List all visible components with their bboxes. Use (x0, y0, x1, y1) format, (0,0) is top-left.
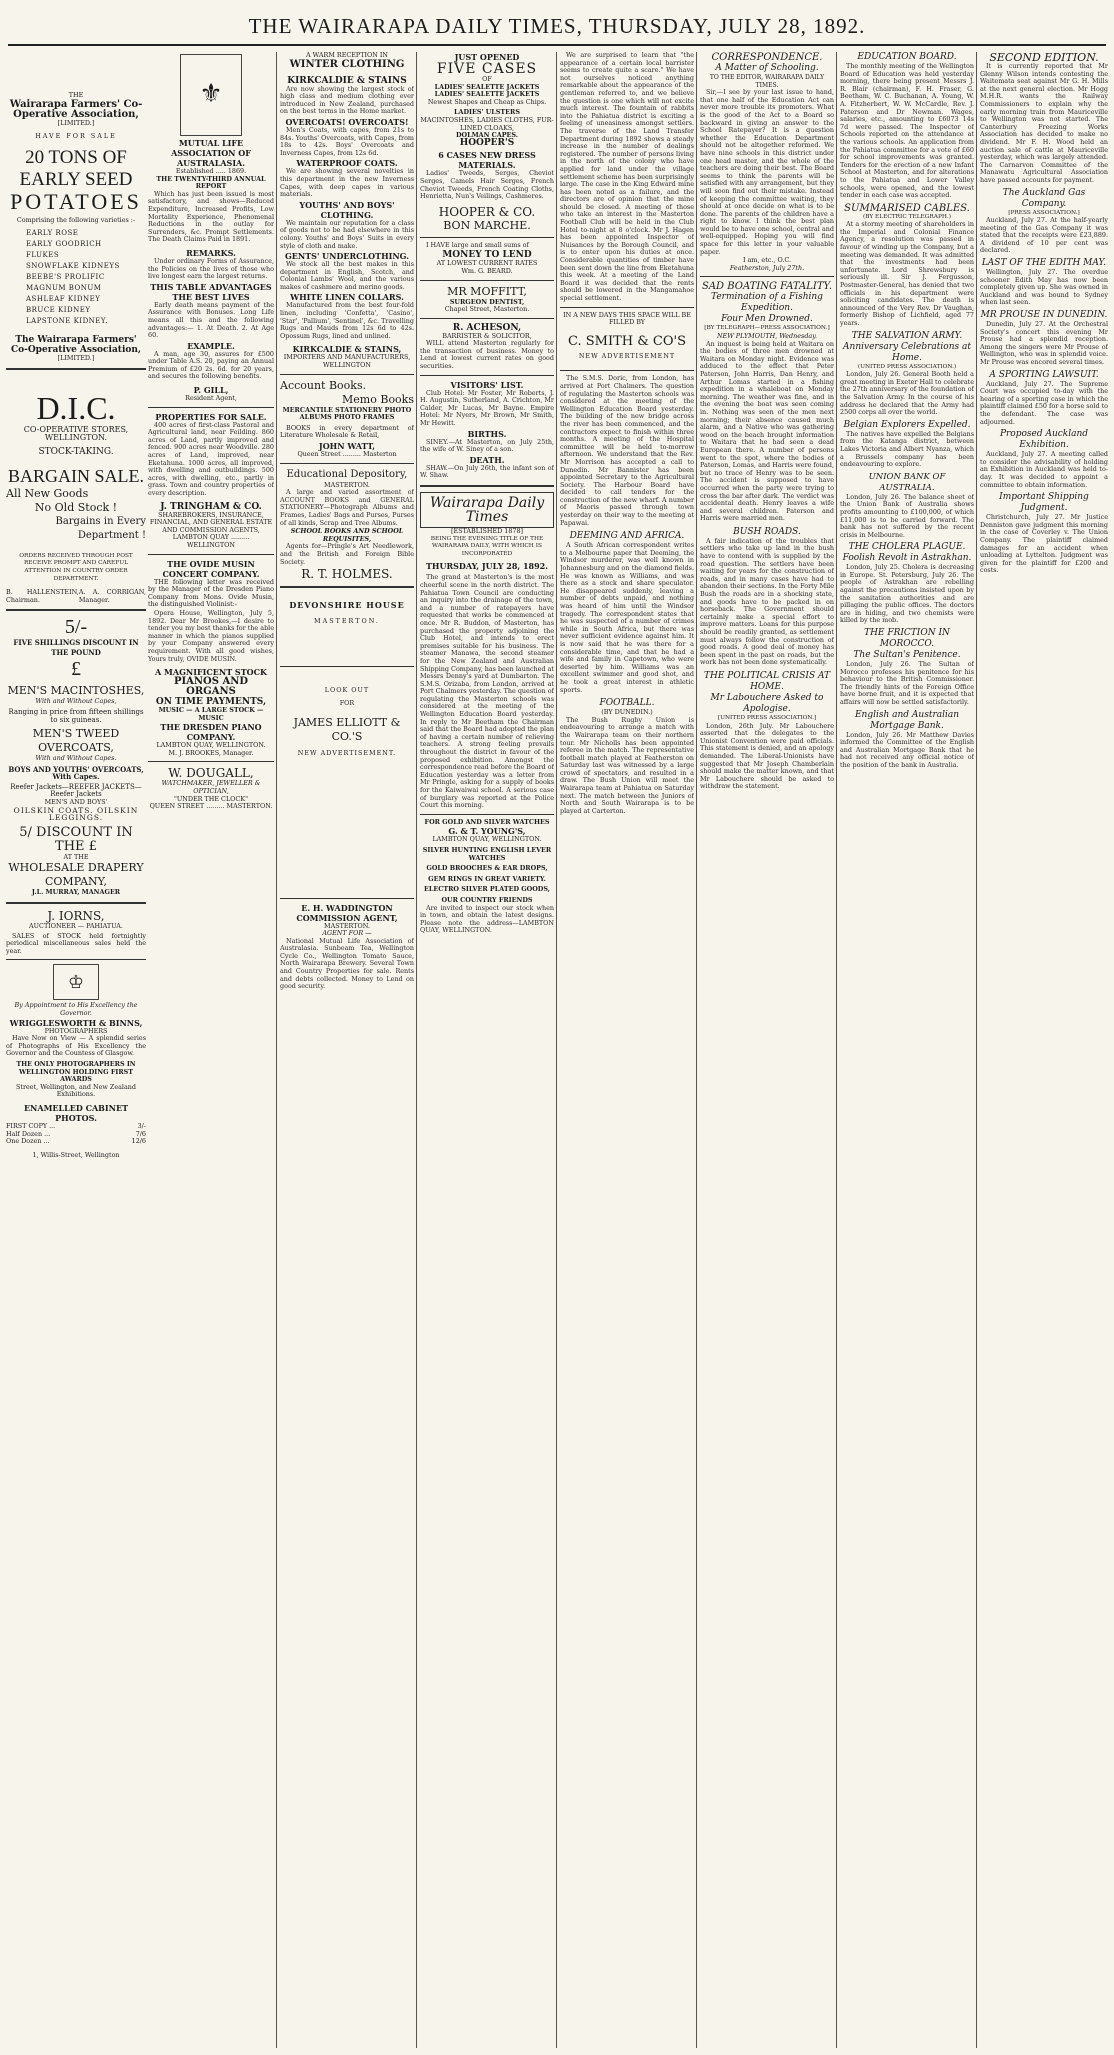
article-headline: The Sultan's Penitence. (853, 650, 961, 661)
ad-text: PHOTOGRAPHERS (44, 1026, 108, 1035)
ad-body: Manufactured from the best four-fold linen, including 'Confetta', 'Casino', 'Star', 'Pallium', 'Sentinel', &c. Travelling Rugs and Mauds from 12s 6d to 42s. Opossum Rugs, lined and unlined. (280, 301, 414, 340)
ad-text: BEING THE EVENING TITLE OF THE WAIRARAPA DAILY, WITH WHICH IS INCORPORATED (430, 535, 544, 557)
divider (280, 374, 414, 375)
article-headline: Four Men Drowned. (721, 314, 813, 325)
article-headline: Belgian Explorers Expelled. (843, 419, 971, 430)
ad-headline: 5/- (64, 616, 88, 639)
ad-headline: HOOPER & CO. (438, 204, 536, 219)
divider (148, 407, 274, 408)
column-rule (976, 52, 977, 2048)
column-rule (556, 52, 557, 2048)
ad-text: With and Without Capes. (35, 754, 117, 763)
ad-text: ORDERS RECEIVED THROUGH POST RECEIVE PROMPT AND CAREFUL ATTENTION IN COUNTRY ORDER DEPARTMENT. (19, 552, 133, 582)
list-item: LAPSTONE KIDNEY. (26, 317, 108, 326)
ad-headline: PIANOS AND ORGANS (173, 676, 249, 698)
ad-text: Bargains in Every Department ! (55, 515, 146, 541)
ad-headline: JOHN WATT, (318, 441, 376, 451)
article-body: It is currently reported that Mr Glenny Wilson intends contesting the Waitemata seat against Mr G. H. Mills at the next general election. Mr Hogg M.H.R. wants the Railway Commissioners to explain why the early morning train from Mauriceville to Wellington was not started. The Canterbury Freezing Works Association has decided to make no dividend. Mr F. H. Wood held an auction sale of cattle at Mauriceville yesterday, which was largely attended. The Carnarvon Committee of the Manawatu Agricultural Association have passed accounts for payment. (980, 62, 1108, 184)
divider (420, 318, 554, 319)
ad-headline: WHOLESALE DRAPERY COMPANY, (8, 861, 144, 889)
masthead-rule (8, 44, 1106, 46)
divider (420, 485, 554, 487)
ad-text: SCHOOL BOOKS AND SCHOOL REQUISITES, (290, 527, 404, 543)
price-label: Half Dozen ... (6, 1129, 51, 1138)
article-headline: THE CHOLERA PLAGUE. (848, 542, 966, 553)
ad-body: I HAVE large and small sums of (426, 240, 529, 249)
ad-headline: Memo Books (342, 392, 414, 406)
ad-headline: MUTUAL LIFE ASSOCIATION OF AUSTRALASIA. (171, 138, 251, 168)
article-headline: MR PROUSE IN DUNEDIN. (980, 310, 1108, 321)
list-item: EARLY GOODRICH (26, 240, 102, 249)
ad-text: THE ONLY PHOTOGRAPHERS IN WELLINGTON HOLDING FIRST AWARDS (16, 1059, 136, 1084)
ad-headline: R. T. HOLMES. (301, 567, 393, 582)
divider (6, 959, 146, 960)
ad-headline: GENTS' UNDERCLOTHING. (284, 251, 410, 262)
column-3 (420, 52, 554, 2048)
article-body: A fair indication of the troubles that settlers who take up land in the bush have to contend with is supplied by the road question. The settlers have been waiting for years for the construction of roads, and in many cases have had to abandon their sections. In the Forty Mile Bush the roads are in a shocking state, and goods have to be packed in on horseback. The Government should certainly make a special effort to improve matters. Loans for this purpose should be readily granted, as settlement must always follow the construction of good roads. A good deal of money has been spent in the past on roads, but the work has not been done systematically. (700, 536, 834, 667)
ad-headline: 20 TONS OF EARLY SEED (19, 146, 133, 190)
ad-headline: G. & T. YOUNG'S, (448, 826, 526, 837)
ad-body: BOOKS in every department of Literature Wholesale & Retail, (280, 423, 414, 440)
article-body: Wellington, July 27. The overdue schooner Edith May has now been completely given up. She was owned in Auckland and was bound to Sydney when last seen. (980, 268, 1108, 307)
ad-text: IMPORTERS AND MANUFACTURERS, (283, 353, 411, 362)
ad-text: LAMBTON QUAY, WELLINGTON. (432, 835, 542, 844)
divider (420, 375, 554, 376)
ad-headline: MR MOFFITT, (447, 284, 527, 298)
ad-headline: MONEY TO LEND (442, 250, 532, 261)
editorial-date: THURSDAY, JULY 28, 1892. (425, 561, 549, 572)
divider (420, 237, 554, 238)
ad-text: THE (68, 91, 84, 99)
ad-text: AUCTIONEER — PAHIATUA. (29, 922, 123, 931)
ad-body: We stock all the best makes in this department in English, Scotch, and Colonial Lambs' Wool, and the various makes of cashmere and merino goods. (280, 260, 414, 291)
ad-text: Queen Street ......... Masterton (297, 450, 397, 458)
article-headline: English and Australian Mortgage Bank. (854, 709, 960, 731)
article-body: The Bush Rugby Union is endeavouring to arrange a match with the Wairarapa team on their northern tour. Mr Nicholls has been appointed referee in the match. The representative football match played at Featherston on Saturday last was witnessed by a large crowd of spectators, and resulted in a draw. The Bush Union will meet the Wairarapa team at Pahiatua on Saturday next. The match between the Juniors of North and South Wairarapa is to be played at Carterton. (560, 715, 694, 815)
ad-headline: £ (71, 658, 81, 681)
ad-headline: R. ACHESON, (452, 322, 522, 333)
ad-text: B. HALLENSTEIN, Chairman. (6, 588, 79, 604)
ad-text: AGENT FOR — (322, 929, 372, 938)
ad-body: We are showing several novelties in this department in the new Inverness Capes, with deep capes in various materials. (280, 167, 414, 199)
ad-headline: JAMES ELLIOTT & CO.'S (293, 715, 401, 743)
ad-body: Are now showing the largest stock of high class and medium clothing ever introduced in New Zealand, purchased on the best terms in the Home market. (280, 84, 414, 116)
ad-headline: P. GILL, (193, 385, 229, 396)
signature-row (6, 589, 146, 604)
ad-text: HOOPER'S (459, 137, 515, 148)
ad-body: A large and varied assortment of ACCOUNT BOOKS and GENERAL STATIONERY—Photograph Albums and Frames, Ladies' Bags and Purses, Purses of all kinds, Scrap and Tree Albums. (280, 488, 414, 527)
ad-body: SHAW.—On July 26th, the infant son of W. Shaw. (420, 463, 554, 480)
ad-company-name: The Wairarapa Farmers' Co-Operative Association, (10, 335, 142, 356)
ad-headline: 5/ DISCOUNT IN THE £ (19, 824, 133, 854)
ad-headline: FIVE CASES (436, 61, 538, 77)
article-headline: THE FRICTION IN MOROCCO. (864, 628, 950, 650)
article-body: Auckland, July 27. The Supreme Court was occupied to-day with the hearing of a sporting case in which the plaintiff claimed £50 for a horse sold to the defendant. The case was adjourned. (980, 379, 1108, 426)
ad-text: GOLD BROOCHES & EAR DROPS, (426, 864, 548, 873)
price-row (6, 1138, 146, 1146)
ad-text: HAVE FOR SALE (35, 132, 117, 141)
list-item: EARLY ROSE (26, 229, 79, 238)
article-body: London, July 26. General Booth held a great meeting in Exeter Hall to celebrate the 27th anniversary of the foundation of the Salvation Army. In the course of his address he declared that the Army had 2500 corps all over the world. (840, 370, 974, 417)
price-value: 12/6 (131, 1137, 146, 1146)
ad-text: Newest Shapes and Cheap as Chips. (427, 97, 547, 106)
ad-text: THE TWENTY-THIRD ANNUAL REPORT (156, 174, 266, 191)
ad-headline: MEN'S TWEED OVERCOATS, (32, 727, 120, 755)
article-headline: The Auckland Gas Company. (1002, 187, 1086, 209)
ad-text: MASTERTON. (314, 617, 380, 626)
divider (148, 761, 274, 762)
ad-text: NEW ADVERTISEMENT. (297, 748, 397, 757)
article-body: London, July 25. Cholera is decreasing in Europe. St. Petersburg, July 26. The people of Astrakhan are rebelling against the precautions insisted upon by the sanitation authorities and are pillaging the public offices. The doctors are in hiding, and two chemists were killed by the mob. (840, 563, 974, 625)
divider (560, 307, 694, 308)
ad-text: STOCK-TAKING. (38, 447, 114, 458)
ad-headline: J. IORNS, (47, 909, 105, 924)
newspaper-title: THE WAIRARAPA DAILY TIMES, THURSDAY, JULY 28, 1892. (248, 14, 866, 38)
divider (6, 368, 146, 370)
ad-text: "UNDER THE CLOCK" (173, 794, 249, 803)
ad-text: FOR GOLD AND SILVER WATCHES (424, 817, 550, 826)
ad-headline: KIRKCALDIE & STAINS, (292, 344, 402, 355)
ad-headline: OVERCOATS! OVERCOATS! (285, 116, 409, 127)
ad-headline: BIRTHS. (467, 428, 507, 439)
ad-text: All New Goods (6, 486, 89, 500)
ad-body: SINEY.—At Masterton, on July 25th, the wife of W. Siney of a son. (420, 437, 554, 454)
article-body: London, 26th July. Mr Labouchere asserted that the delegates to the Unionist Convention were paid officials. This statement is denied, and an apology demanded. The Liberal-Unionists have suggested that Mr Joseph Chamberlain should make the matter known, and that Mr Labouchere should be asked to withdraw the statement. (700, 721, 834, 791)
article-headline: UNION BANK OF AUSTRALIA. (868, 471, 946, 493)
ad-text: [LIMITED.] (57, 354, 95, 363)
ad-text: MERCANTILE STATIONERY PHOTO ALBUMS PHOTO FRAMES (282, 405, 412, 422)
list-item: ASHLEAF KIDNEY (26, 295, 101, 304)
ad-headline: ON TIME PAYMENTS, (155, 697, 267, 708)
divider (560, 370, 694, 371)
ad-body: National Mutual Life Association of Australasia. Sunbeam Tea, Wellington Cycle Co., Wellington Tomato Sauce, North Wairarapa Brewery. Several Town and Country Properties for sale. Rents and debts collected. Money to Lend on good security. (280, 936, 414, 991)
article-headline: Mr Labouchere Asked to Apologise. (710, 692, 824, 714)
article-headline: A SPORTING LAWSUIT. (989, 369, 1099, 380)
article-body: London, July 26. Mr Matthew Davies informed the Committee of the English and Australian Mortgage Bank that he had not received any official notice of the position of the bank in Australia. (840, 730, 974, 769)
ad-text: LADIES' SEALETTE JACKETS (434, 82, 540, 91)
ad-body: Men's Coats, with capes, from 21s to 84s. Youths' Overcoats, with Capes, from 18s to 42s. Boys' Overcoats and Inverness Capes, from 12s 6d. (280, 125, 414, 157)
article-body: The monthly meeting of the Wellington Board of Education was held yesterday morning, there being present Messrs J. R. Blair (chairman), F. H. Fraser, G. Beetham, W. C. Buchanan, A. Young, W. A. Fitzherbert, W. W. McCardle, Rev. J. Paterson and Dr Newman. Wages, salaries, etc., amounting to £6073 14s 7d were passed. The Inspector of Schools reported on the attendance at the various schools. An application from the Pahiatua committee for a vote of £60 for school improvements was granted. Tenders for the erection of a new Infant School at Masterton, and for alterations to the Pahiatua and Lower Valley schools, were opened, and the lowest tender in each case was accepted. (840, 62, 974, 200)
list-item: BRUCE KIDNEY (26, 306, 91, 315)
ad-text: No Old Stock ! (34, 500, 118, 514)
article-body: We are surprised to learn that "the appearance of a certain local barrister seems to create quite a scare." We have not ourselves noticed anything remarkable about the appearance of the gentleman referred to, and we believe the question is one which will not excite much interest. The fountain of rabbits into the Pahiatua district is exciting a feeling of uneasiness amongst settlers. The traverse of the Land Transfer Department during 1892 shows a steady increase in the number of dealings registered. The number of persons living in the north of the colony who have applied for land under the village settlement scheme has been surprisingly large. The case in the King Edward mine has been noted as a failure, and the directors are of opinion that the mine should be closed. A meeting of those who take an interest in the Masterton Football Club will be held in the Club Hotel to-night at 8 o'clock. Mr J. Hagen has been appointed Inspector of Nuisances by the Borough Council, and is to enter upon his duties at once. Considerable quantities of timber have been sent down the line from Eketahuna this week. At a meeting of the Land Board it was decided that the rents should be lowered in the Mangamahoe special settlement. (560, 52, 694, 302)
ad-text: LAMBTON QUAY ......... WELLINGTON (172, 533, 250, 549)
article-headline: Foolish Revolt in Astrakhan. (842, 553, 972, 564)
ad-headline: J. TRINGHAM & CO. (160, 501, 262, 512)
ad-text: FOR (339, 699, 355, 708)
list-item: SNOWFLAKE KIDNEYS (26, 262, 120, 271)
column-5 (700, 52, 834, 2048)
ad-headline: WHITE LINEN COLLARS. (290, 292, 404, 303)
list-item: MAGNUM BONUM (26, 284, 102, 293)
list-item: BEEBE'S PROLIFIC (26, 273, 105, 282)
article-headline: A Matter of Schooling. (715, 63, 819, 73)
ad-headline: COMMISSION AGENT, (296, 912, 398, 923)
article-body: The S.M.S. Doric, from London, has arrived at Port Chalmers. The question of regulating the Masterton schools was considered at the meeting of the Wellington Education Board yesterday. The building of the new bridge across the river has been commenced, and the contractors expect to finish within three months. A meeting of the Hospital committee will be held to-morrow afternoon. We understand that the Rev. Mr Morrison has accepted a call to Dunedin. Mr Bannister has been appointed Secretary to the Agricultural Society. The Harbour Board have decided to call tenders for the construction of the new wharf. A number of Maoris passed through town yesterday on their way to the meeting at Papawai. (560, 374, 694, 527)
ad-text: By Appointment to His Excellency the Governor. (14, 1001, 138, 1017)
ad-text: IN A NEW DAYS THIS SPACE WILL BE FILLED BY (563, 310, 691, 327)
section-headline: EDUCATION BOARD. (857, 52, 957, 62)
ad-text: FIVE SHILLINGS DISCOUNT IN THE POUND (13, 638, 139, 658)
ad-body: WILL attend Masterton regularly for the transaction of business. Money to Lend at lowest current rates on good securities. (420, 339, 554, 371)
ad-headline: WINTER CLOTHING (289, 58, 405, 70)
ad-text: BOYS AND YOUTHS' OVERCOATS, With Capes. (8, 764, 144, 782)
ad-text: MASTERTON. (324, 480, 370, 489)
ad-text: Resident Agent, (185, 394, 237, 403)
ad-text: AT LOWEST CURRENT RATES (436, 259, 538, 268)
ad-body: Ladies' Tweeds, Serges, Cheviot Serges, Camels Hair Serges, French Cheviot Tweeds, French Coating Cloths, Henrietta, Nun's Veilings, Cashmeres. (420, 169, 554, 201)
ad-body: Under ordinary Forms of Assurance, the Policies on the lives of those who live longest earn the largest returns. (148, 256, 274, 281)
divider (700, 276, 834, 277)
ad-text: A. A. CORRIGAN, Manager. (78, 588, 146, 604)
ad-text: ELECTRO SILVER PLATED GOODS, (424, 885, 550, 894)
ad-headline: A MAGNIFICENT STOCK (155, 667, 267, 678)
ad-body: Are invited to inspect our stock when in town, and obtain the latest designs. Please note the address—LAMBTON QUAY, WELLINGTON. (420, 903, 554, 935)
ad-text: OUR COUNTRY FRIENDS (441, 895, 533, 904)
ad-headline: EXAMPLE. (187, 340, 235, 351)
ad-text: WATCHMAKER, JEWELLER & OPTICIAN, (161, 779, 261, 796)
ad-text: Comprising the following varieties :- (16, 215, 136, 224)
article-body: London, July 26. The balance sheet of the Union Bank of Australia shows profits amounting to £100,000, of which £11,000 is to be carried forward. The bank has not suffered by the recent crisis in Melbourne. (840, 492, 974, 539)
column-rule (276, 52, 277, 2048)
article-headline: Termination of a Fishing Expedition. (711, 292, 823, 314)
ad-text: WELLINGTON (322, 361, 372, 370)
ad-headline: KIRKCALDIE & STAINS (287, 75, 407, 86)
article-body: Sir,—I see by your last issue to hand, that one half of the Education Act can never more trouble its promoters. What is the good of the Act to a Board so backward in giving an answer to the School Ratepayer? It is a question whether the Education Department should not be altogether reformed. We have nine schools in this district under one head master, and the whole of the teachers are doing their best. The Board seems to think the parents will be satisfied with any arrangement, but they will soon find out their mistake. Instead of keeping the committee waiting, they should at once decide on what is to be done. The parents of the children have a right to know. I think the best plan would be to have one school, central and well-equipped. Hoping you will find space for this letter in your valuable paper. (700, 88, 834, 256)
article-body: At a stormy meeting of shareholders in the Imperial and Colonial Finance Agency, a resolution was passed in favour of winding up the Company, but a meeting was demanded. It was admitted that the investments had been unfortunate. Lord Shrewsbury is seriously ill. Sir J. Fergusson, Postmaster-General, has denied that two officials in his department were soliciting candidates. The death is announced of the Very Rev. Dr Vaughan, formerly Bishop of Lichfield, aged 77 years. (840, 220, 974, 327)
divider (420, 280, 554, 281)
article-body: The natives have expelled the Belgians from the Katanga district, between Lakes Victoria and Albert Nyanza, which a Brussels company has been endeavouring to explore. (840, 429, 974, 469)
ad-text: Featherston, July 27th. (729, 263, 805, 272)
ad-body: Club Hotel: Mr Foster, Mr Roberts, J. H. Augustin, Sutherland, A. Crichton, Mr Calder, Mr Lucas, Mr Bayne. Empire Hotel: Mr Nyers, Mr Brown, Mr Smith, Mr Hewitt. (420, 388, 554, 428)
article-headline: Important Shipping Judgment. (999, 492, 1089, 514)
ad-body: We maintain our reputation for a class of goods not to be had elsewhere in this colony. Youths' and Boys' Suits in every style of cloth and make. (280, 218, 414, 250)
column-7 (980, 52, 1108, 2048)
ad-text: LAMBTON QUAY, WELLINGTON. (156, 741, 266, 750)
list-item: FLUKES (26, 251, 60, 260)
ad-text: Reefer Jackets—REEFER JACKETS—Reefer Jackets (10, 782, 142, 799)
article-body: An inquest is being held at Waitara on the bodies of three men drowned at Waitara on Monday night. Evidence was adduced to the effect that Peter Paterson, John Harris, Dan Henry, and Arthur Lomas started in a fishing expedition in a whaleboat on Monday morning. The weather was fine, and in the evening the boat was seen coming in. Nothing was seen of the men next morning; their absence caused much alarm, and a Native who was gathering wood on the beach brought information to Waitara that he had seen a dead European there. A number of persons went to the spot, where the bodies of Paterson, Lomas, and Harris were found, but no trace of Henry was to be seen. The accident is supposed to have occurred when the party were trying to cross the bar after dark. The verdict was accidental death. Henry leaves a wife and several children. Paterson and Harris were married men. (700, 339, 834, 523)
article-body: The grand at Masterton's is the most cheerful scene in the north district. The Pahiatua Town Council are conducting an inquiry into the drainage of the town, and a number of ratepayers have requested that works be commenced at once. Mr R. Buddon, of Masterton, has purchased the property adjoining the Club Hotel, and intends to erect premises suitable for his business. The steamer Manawa, the second steamer for the New Zealand and Australian Shipping Company, has been launched at Messrs Denny's yard at Dumbarton. The S.M.S. Orizaba, from London, arrived at Port Chalmers yesterday. The question of regulating the Masterton schools was considered at the meeting of the Wellington Education Board yesterday. In reply to Mr Beetham the Chairman said that the Board had adopted the plan of having a certain number of relieving teachers. A strong feeling prevails throughout the district in favour of the proposed exhibition. Amongst the correspondence read before the Board of Education yesterday was a letter from Mr Pringle, asking for a supply of books for the Kaiwaiwai school. A serious case of burglary was reported at the Police Court this morning. (420, 573, 554, 810)
divider (420, 814, 554, 815)
divider (280, 463, 414, 464)
ad-headline: POTATOES (10, 188, 142, 214)
ad-headline: W. DOUGALL, (168, 766, 254, 781)
ad-text: Wm. G. BEARD. (461, 266, 513, 275)
ad-headline: REMARKS. (186, 247, 236, 258)
ad-headline: D.I.C. (36, 389, 116, 426)
ad-text: (BY ELECTRIC TELEGRAPH.) (862, 213, 952, 220)
ad-text: OILSKIN COATS. OILSKIN LEGGINGS. (13, 805, 139, 823)
ad-body: Which has just been issued is most satisfactory, and shows—Reduced Expenditure, Increased Profits, Low Mortality Experience, Phenomenal Reductions in the outlay for Surrenders, &c. Prompt Settlements. The Death Claims Paid in 1891. (148, 189, 274, 244)
ad-headline: VISITORS' LIST. (450, 379, 524, 390)
divider (6, 902, 146, 904)
column-1a (6, 52, 146, 2048)
ad-headline: THIS TABLE ADVANTAGES THE BEST LIVES (150, 281, 272, 302)
ad-body: Early death means payment of the Assurance with Bonuses. Long Life means all this and the following advantages:— 1. At Death. 2. At Age 60. (148, 300, 274, 340)
article-headline: BUSH ROADS. (733, 526, 801, 537)
ad-text: MASTERTON. (324, 921, 370, 930)
ad-text: QUEEN STREET ......... MASTERTON. (149, 802, 273, 811)
ad-headline: WATERPROOF COATS. (296, 158, 398, 169)
ad-text: LADIES' SEALETTE JACKETS (434, 90, 540, 99)
ad-headline: YOUTHS' AND BOYS' CLOTHING. (299, 199, 395, 220)
ad-text: [LIMITED.] (57, 118, 95, 127)
ad-body: 400 acres of first-class Pastoral and Agricultural land, near Feilding. 860 acres of Land, partly improved and fenced. 900 acres near Woodville. 280 acres of Land, improved, near Eketahuna. 1000 acres, all improved, with dwelling and outbuildings. 500 acres, with dwelling, etc., partly in grass. Town and country properties of every description. (148, 420, 274, 497)
ad-headline: Account Books. (280, 378, 367, 392)
ad-body: Opera House, Wellington, July 5, 1892. Dear Mr Brookes,—I desire to tender you my best thanks for the able manner in which the pianos supplied by your Company answered every requirement. With all good wishes, Yours truly, OVIDE MUSIN. (148, 608, 274, 663)
ad-text: J.L. MURRAY, MANAGER (31, 888, 121, 897)
divider (280, 666, 414, 667)
article-body: London, July 26. The Sultan of Morocco professes his penitence for his behaviour to the British Commissioner. The friendly hints of the Foreign Office have borne fruit, and it is expected that affairs will now be settled satisfactorily. (840, 660, 974, 706)
column-rule (696, 52, 697, 2048)
section-headline: SECOND EDITION. (989, 52, 1099, 64)
column-6 (840, 52, 974, 2048)
ad-text: A WARM RECEPTION IN (306, 52, 388, 59)
ad-headline: MEN'S MACINTOSHES, (7, 684, 145, 698)
article-body: Christchurch, July 27. Mr Justice Denniston gave judgment this morning in the case of Coverley v. The Union Company. The plaintiff claimed damages for an accident when unloading at Lyttelton. Judgment was given for the plaintiff for £200 and costs. (980, 513, 1108, 575)
ad-text: CO-OPERATIVE STORES, WELLINGTON. (23, 424, 129, 442)
ad-text: NEW PLYMOUTH, Wednesday. (716, 332, 818, 341)
ad-text: 1, Willis-Street, Wellington (32, 1150, 120, 1159)
column-1b (148, 52, 274, 2048)
ad-text: (UNITED PRESS ASSOCIATION.) (857, 363, 957, 370)
ad-text: AT THE (63, 852, 89, 861)
article-headline: FOOTBALL. (599, 698, 655, 709)
divider (280, 898, 414, 899)
ad-body: A man, age 30, assures for £500 under Table A.S. 20, paying an Annual Premium of £20 2s. 6d. for 20 years, and secures the following benefits. (148, 349, 274, 381)
ad-text: SILVER HUNTING ENGLISH LEVER WATCHES (422, 845, 552, 862)
article-body: Dunedin, July 27. At the Orchestral Society's concert this evening Mr Prouse had a splendid reception. Among the singers were Mr Prouse of Wellington, who was in splendid voice. Mr Prouse was encored several times. (980, 320, 1108, 366)
ad-text: LOOK OUT (324, 685, 370, 694)
price-label: FIRST COPY ... (6, 1121, 56, 1130)
ad-headline: PROPERTIES FOR SALE. (155, 411, 267, 422)
ad-headline: ENAMELLED CABINET PHOTOS. (23, 1102, 129, 1123)
ad-text: Chapel Street, Masterton. (444, 305, 530, 314)
ad-headline: BARGAIN SALE. (7, 465, 144, 486)
ad-text: GEM RINGS IN GREAT VARIETY. (428, 874, 546, 883)
article-headline: DEEMING AND AFRICA. (569, 531, 685, 542)
column-rule (836, 52, 837, 2048)
crest-icon: ♔ (53, 964, 99, 1000)
ad-text: OF (482, 75, 492, 83)
ad-body: Agents for—Pringle's Art Needlework, and the British and Foreign Bible Society. (280, 542, 414, 566)
column-rule (416, 52, 417, 2048)
ad-headline: THE OVIDE MUSIN CONCERT COMPANY. (162, 558, 260, 579)
ad-text: I am, etc., O.C. (742, 256, 792, 265)
divider (280, 586, 414, 588)
ad-text: NEW ADVERTISEMENT (578, 351, 676, 360)
ad-text: [ESTABLISHED 1878] (450, 527, 524, 535)
ad-company-name: Wairarapa Farmers' Co-Operative Association, (9, 98, 143, 120)
article-body: Auckland, July 27. At the half-yearly meeting of the Gas Company it was stated that the receipts were £23,889. A dividend of 10 per cent was declared. (980, 216, 1108, 255)
ad-text: MEN'S AND BOYS' (44, 798, 108, 807)
article-headline: LAST OF THE EDITH MAY. (981, 258, 1107, 269)
mutual-life-emblem-icon: ⚜ (180, 54, 242, 136)
masthead (0, 0, 1114, 48)
ad-text: TO THE EDITOR, WAIRARAPA DAILY TIMES. (709, 74, 825, 89)
ad-headline: C. SMITH & CO'S (567, 333, 687, 349)
ad-headline: E. H. WADDINGTON (301, 902, 393, 913)
ad-headline: 6 CASES NEW DRESS MATERIALS. (438, 150, 536, 171)
article-body: A South African correspondent writes to a Melbourne paper that Deeming, the Windsor murderer, was well known in Johannesburg and on the diamond fields. He was known as Williams, and was there as a stock and share speculator. He disappeared suddenly, leaving a number of debts unpaid, and nothing was heard of him until the Windsor tragedy. The correspondent states that he was suspected of a number of crimes while in South Africa, but there was never sufficient evidence against him. It is now said that he was there for a considerable time, and that he had a wife and family in Capetown, who were deserted by him. Williams was an excellent swimmer and good shot, and he took a great interest in athletic sports. (560, 541, 694, 694)
ad-body: SALES of STOCK held fortnightly periodical miscellaneous sales held the year. (6, 931, 146, 955)
price-value: 3/- (137, 1121, 146, 1130)
ad-headline: WRIGGLESWORTH & BINNS, (9, 1017, 143, 1028)
ad-text: Ranging in price from fifteen shillings to six guineas. (8, 707, 144, 724)
ad-body: Have Now on View — A splendid series of Photographs of His Excellency the Governor and the Countess of Glasgow. (6, 1034, 146, 1058)
section-headline: CORRESPONDENCE. (711, 52, 823, 63)
ad-text: With and Without Capes, (35, 697, 117, 706)
ad-headline: DEATH. (469, 454, 505, 465)
ad-text: M. J. BROOKES, Manager. (168, 748, 254, 757)
ad-text: MACINTOSHES, LADIES CLOTHS, FUR-LINED CLOAKS, (420, 115, 554, 132)
ad-text: MUSIC — A LARGE STOCK — MUSIC (158, 706, 264, 722)
newspaper-logo: Wairarapa Daily Times (420, 492, 554, 528)
ad-text: SHAREBROKERS, INSURANCE, FINANCIAL, AND GENERAL ESTATE AND COMMISSION AGENTS, (149, 510, 273, 534)
price-label: One Dozen ... (6, 1137, 50, 1146)
ad-text: [PRESS ASSOCIATION.] (1008, 209, 1080, 216)
ad-text: BARRISTER & SOLICITOR, (442, 331, 532, 340)
section-headline: SUMMARISED CABLES. (844, 202, 970, 214)
section-headline: SAD BOATING FATALITY. (701, 281, 833, 293)
ad-headline: DEVONSHIRE HOUSE (289, 600, 405, 611)
article-headline: THE POLITICAL CRISIS AT HOME. (703, 670, 830, 692)
ad-text: Established ..... 1869. (175, 167, 247, 175)
column-2 (280, 52, 414, 2048)
ad-text: LADIES' ULSTERS (454, 108, 520, 117)
ad-text: [UNITED PRESS ASSOCIATION.] (717, 714, 817, 721)
article-body: Auckland, July 27. A meeting called to consider the advisability of holding an Exhibition in Auckland was held to-day. It was decided to appoint a committee to obtain information. (980, 450, 1108, 489)
ad-headline: JUST OPENED (454, 52, 520, 62)
ad-text: Street, Wellington, and New Zealand Exhibitions. (16, 1082, 136, 1099)
divider (148, 554, 274, 555)
article-headline: Anniversary Celebrations at Home. (843, 341, 971, 363)
ad-text: SURGEON DENTIST, (449, 297, 525, 306)
ad-text: [BY TELEGRAPH—PRESS ASSOCIATION.] (704, 325, 830, 332)
article-headline: THE SALVATION ARMY. (851, 330, 963, 341)
divider (6, 609, 146, 611)
ad-text: DOLMAN CAPES. (455, 131, 519, 140)
ad-headline: BON MARCHE. (443, 218, 531, 232)
ad-headline: Educational Depository, (286, 468, 408, 480)
column-4 (560, 52, 694, 2048)
price-value: 7/6 (135, 1129, 146, 1138)
ad-headline: THE DRESDEN PIANO COMPANY. (160, 722, 262, 743)
variety-list (6, 228, 146, 327)
ad-body: THE following letter was received by the Manager of the Dresden Piano Company from Mons. Ovide Musin, the distinguished Violinist:- (148, 577, 274, 609)
ad-text: (BY DUNEDIN.) (601, 708, 653, 717)
article-headline: Proposed Auckland Exhibition. (999, 429, 1089, 451)
